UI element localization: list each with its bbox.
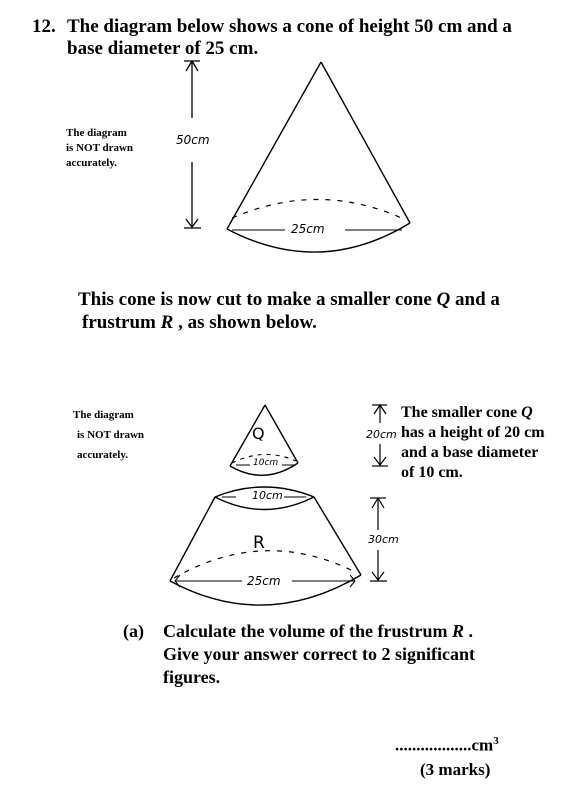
cone-q-symbol: Q [436,289,451,310]
figure-1-note-line-2: is NOT drawn [66,142,134,154]
figure-1-diameter-label: 25cm [291,222,325,236]
part-a-question [163,620,475,689]
cone-q-label: Q [252,424,265,443]
part-a-label: (a) [123,621,144,641]
figure-2-note-line-1: The diagram [73,409,134,421]
cone-q-info-line-1 [401,403,545,423]
part-a-line-2: Give your answer correct to 2 significant [163,644,475,664]
part-a-line-1 [163,620,475,643]
part-a-r-symbol: R [451,621,464,641]
figure-1-height-label: 50cm [176,133,210,147]
figure-2-note-line-3: accurately. [77,449,129,461]
cone-q-info-line-3: and a base diameter [401,444,539,461]
question-text-line-1: The diagram below shows a cone of height 50 cm and a [67,16,512,37]
cone-q-base-label: 10cm [253,458,279,468]
question-text-line-2: base diameter of 25 cm. [67,38,259,59]
cut-statement-text-b: and a [450,289,500,310]
frustum-top-label: 10cm [252,489,283,502]
part-a-text-b: . [463,621,473,641]
cone-q-info-line-4: of 10 cm. [401,464,463,481]
figure-2-note-line-2: is NOT drawn [77,429,145,441]
answer-dots[interactable]: .................. [395,735,472,755]
figure-1-note-line-1: The diagram [66,127,127,139]
frustum-r-label: R [253,533,265,553]
question-number: 12. [32,16,56,37]
marks-label: (3 marks) [420,760,491,779]
cut-statement-text-a: This cone is now cut to make a smaller cone [78,289,437,310]
frustum-r-symbol: R [160,312,174,333]
answer-unit: cm [471,735,494,755]
cone-q-info-text: The smaller cone [401,404,522,421]
part-a-line-3: figures. [163,667,221,687]
cone-q-info-line-2: has a height of 20 cm [401,424,545,441]
answer-unit-power: 3 [493,735,499,747]
frustum-height-label: 30cm [368,533,399,546]
answer-line[interactable] [395,735,499,756]
figure-1-note-line-3: accurately. [66,157,118,169]
cut-statement-text-d: , as shown below. [173,312,317,333]
small-height-label: 20cm [366,428,397,441]
cut-statement-text-c: frustrum [82,312,161,333]
cone-q-info [401,403,545,483]
frustum-base-label: 25cm [247,574,281,588]
cone-q-info-symbol: Q [521,404,533,421]
part-a-text-a: Calculate the volume of the frustrum [163,621,452,641]
